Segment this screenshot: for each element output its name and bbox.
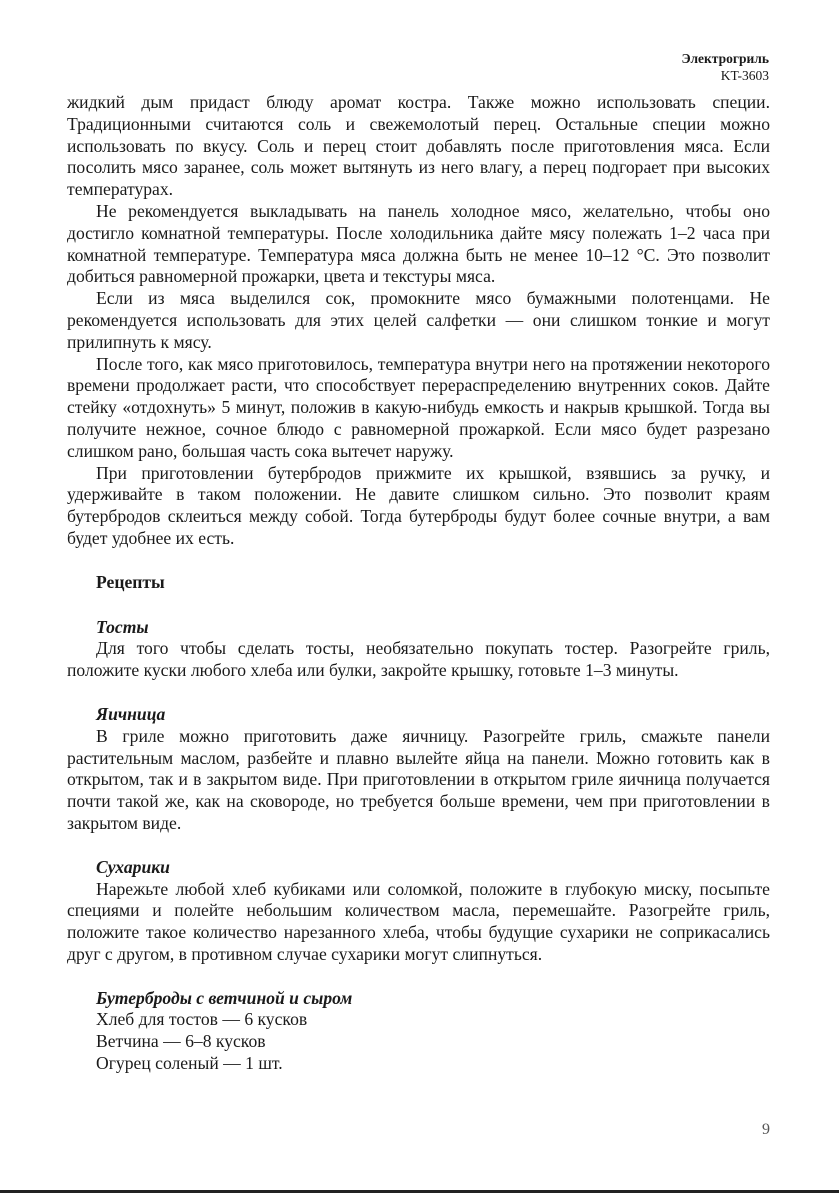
recipe-title-croutons: Сухарики xyxy=(96,856,170,877)
recipe-title-toasts: Тосты xyxy=(96,616,149,637)
paragraph: При приготовлении бутербродов прижмите их крышкой, взявшись за ручку, и удерживайте в таком положении. Не давите слишком сильно. Это позволит краям бутербродов склеиться между собой. Тогда бутерброды будут более сочные внутри, а вам будет удобнее их есть. xyxy=(67,462,770,548)
paragraph-continued: жидкий дым придаст блюду аромат костра. Также можно использовать специи. Традиционными считаются соль и свежемолотый перец. Остальные специи можно использовать по вкусу. Соль и перец стоит добавлять после приготовления мяса. Если посолить мясо заранее, соль может вытянуть из него влагу, а перец подгорает при высоких температурах. xyxy=(67,92,770,200)
running-header xyxy=(681,50,769,84)
recipe-title-fried-eggs: Яичница xyxy=(96,703,166,724)
recipe-text: Нарежьте любой хлеб кубиками или соломкой, положите в глубокую миску, посыпьте специями и полейте небольшим количеством масла, перемешайте. Разогрейте гриль, положите такое количество нарезанного хлеба, чтобы будущие сухарики не соприкасались друг с другом, в противном случае сухарики могут слипнуться. xyxy=(67,878,770,964)
header-model: KT-3603 xyxy=(720,68,769,83)
page-content xyxy=(67,92,770,1075)
page-number: 9 xyxy=(762,1121,770,1138)
recipe-title-sandwiches: Бутерброды с ветчиной и сыром xyxy=(96,987,353,1008)
ingredient-item: Огурец соленый — 1 шт. xyxy=(96,1053,283,1074)
paragraph: Не рекомендуется выкладывать на панель холодное мясо, желательно, чтобы оно достигло комнатной температуры. После холодильника дайте мясу полежать 1–2 часа при комнатной температуре. Температура мяса должна быть не менее 10–12 °C. Это позволит добиться равномерной прожарки, цвета и текстуры мяса. xyxy=(67,200,770,287)
ingredient-item: Хлеб для тостов — 6 кусков xyxy=(96,1009,308,1030)
paragraph: После того, как мясо приготовилось, температура внутри него на протяжении некоторого времени продолжает расти, что способствует перераспределению внутренних соков. Дайте стейку «отдохнуть» 5 минут, положив в какую-нибудь емкость и накрыв крышкой. Тогда вы получите нежное, сочное блюдо с равномерной прожаркой. Если мясо будет разрезано слишком рано, большая часть сока вытечет наружу. xyxy=(67,353,770,461)
section-heading-recipes: Рецепты xyxy=(96,571,165,592)
ingredient-list xyxy=(96,1009,770,1074)
paragraph: Если из мяса выделился сок, промокните мясо бумажными полотенцами. Не рекомендуется использовать для этих целей салфетки — они слишком тонкие и могут прилипнуть к мясу. xyxy=(67,288,770,352)
recipe-text: Для того чтобы сделать тосты, необязательно покупать тостер. Разогрейте гриль, положите куски любого хлеба или булки, закройте крышку, готовьте 1–3 минуты. xyxy=(67,638,770,681)
recipe-text: В гриле можно приготовить даже яичницу. Разогрейте гриль, смажьте панели растительным маслом, разбейте и плавно вылейте яйца на панели. Можно готовить как в открытом, так и в закрытом виде. При приготовлении в открытом гриле яичница получается почти такой же, как на сковороде, но требуется больше времени, чем при приготовлении в закрытом виде. xyxy=(67,725,770,833)
header-title: Электрогриль xyxy=(681,51,769,66)
ingredient-item: Ветчина — 6–8 кусков xyxy=(96,1031,266,1052)
